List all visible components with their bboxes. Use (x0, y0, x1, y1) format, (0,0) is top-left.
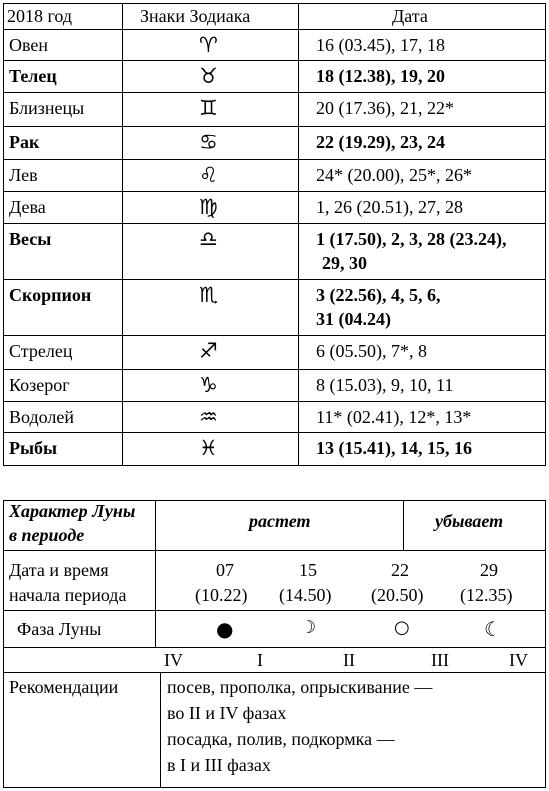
recommend-line: во II и IV фазах (167, 703, 287, 723)
zodiac-dates-cont: 31 (04.24) (316, 309, 391, 329)
zodiac-sign-icon: ♉ (199, 64, 218, 88)
phase-number: I (257, 650, 263, 670)
period-time: (10.22) (195, 585, 248, 605)
period-day: 15 (299, 560, 317, 580)
period-day: 07 (216, 560, 234, 580)
zodiac-name: Стрелец (9, 341, 73, 361)
phase-number: II (343, 650, 355, 670)
zodiac-dates: 22 (19.29), 23, 24 (316, 132, 445, 152)
period-time: (12.35) (460, 585, 513, 605)
table-border-bottom (3, 787, 546, 788)
moon-table (3, 500, 546, 788)
zodiac-dates: 18 (12.38), 19, 20 (316, 66, 445, 86)
row-divider (3, 610, 546, 611)
date-label-line2: начала периода (9, 585, 127, 605)
zodiac-name: Скорпион (9, 285, 92, 305)
zodiac-name: Водолей (9, 407, 75, 427)
zodiac-name: Рыбы (9, 438, 58, 458)
table-row (3, 159, 546, 192)
header-signs: Знаки Зодиака (140, 6, 251, 26)
table-row (3, 279, 546, 336)
table-row (3, 60, 546, 93)
new-moon-icon: ● (216, 617, 234, 641)
header-row (3, 3, 546, 30)
col-divider (155, 500, 156, 647)
zodiac-name: Телец (9, 66, 57, 86)
table-row (3, 126, 546, 160)
header-year: 2018 год (7, 6, 73, 26)
zodiac-sign-icon: ♈ (199, 33, 218, 57)
zodiac-sign-icon: ♒ (199, 405, 218, 429)
table-border-left (3, 500, 4, 788)
zodiac-table (3, 3, 546, 465)
phase-number: IV (509, 650, 528, 670)
zodiac-dates: 1, 26 (20.51), 27, 28 (316, 197, 463, 217)
zodiac-dates-cont: 29, 30 (322, 253, 367, 273)
last-quarter-moon-icon: ☾ (484, 617, 502, 641)
col-divider (160, 672, 161, 787)
zodiac-name: Овен (9, 35, 49, 55)
zodiac-sign-icon: ♍ (199, 195, 218, 219)
phase-number: IV (164, 650, 183, 670)
zodiac-name: Рак (9, 132, 40, 152)
zodiac-sign-icon: ♓ (199, 436, 218, 460)
table-row (3, 335, 546, 370)
zodiac-sign-icon: ♌ (199, 163, 218, 187)
zodiac-sign-icon: ♐ (199, 339, 218, 363)
zodiac-dates: 1 (17.50), 2, 3, 28 (23.24), (316, 229, 507, 249)
table-row (3, 369, 546, 402)
recommend-line: в I и III фазах (167, 755, 271, 775)
zodiac-name: Дева (9, 197, 46, 217)
recommend-line: посадка, полив, подкормка — (167, 729, 395, 749)
zodiac-sign-icon: ♎ (199, 227, 218, 251)
recommend-label: Рекомендации (9, 677, 119, 697)
table-row (3, 92, 546, 127)
character-label-line2: в периоде (9, 525, 85, 545)
zodiac-dates: 13 (15.41), 14, 15, 16 (316, 438, 472, 458)
zodiac-name: Козерог (9, 375, 70, 395)
zodiac-dates: 16 (03.45), 17, 18 (316, 35, 445, 55)
zodiac-sign-icon: ♊ (199, 96, 218, 120)
waning-label: убывает (435, 511, 504, 531)
period-time: (14.50) (279, 585, 332, 605)
row-divider (3, 550, 546, 551)
header-date: Дата (392, 6, 428, 26)
table-row (3, 191, 546, 224)
table-row (3, 223, 546, 280)
date-label-line1: Дата и время (9, 560, 109, 580)
zodiac-sign-icon: ♏ (199, 283, 218, 307)
zodiac-dates: 8 (15.03), 9, 10, 11 (316, 375, 454, 395)
zodiac-name: Близнецы (9, 98, 85, 118)
row-divider (3, 672, 546, 673)
period-day: 22 (391, 560, 409, 580)
full-moon-icon: ○ (394, 617, 410, 638)
period-time: (20.50) (371, 585, 424, 605)
first-quarter-moon-icon: ☽ (300, 617, 317, 638)
phase-label: Фаза Луны (17, 619, 102, 639)
zodiac-dates: 3 (22.56), 4, 5, 6, (316, 285, 441, 305)
zodiac-dates: 6 (05.50), 7*, 8 (316, 341, 427, 361)
table-row (3, 401, 546, 433)
row-divider (3, 647, 546, 648)
table-border-right (545, 500, 546, 788)
phase-number: III (431, 650, 449, 670)
zodiac-name: Весы (9, 229, 52, 249)
col-divider (403, 500, 404, 550)
zodiac-dates: 24* (20.00), 25*, 26* (316, 165, 472, 185)
table-row (3, 432, 546, 466)
zodiac-dates: 11* (02.41), 12*, 13* (316, 407, 472, 427)
table-row (3, 29, 546, 61)
growing-label: растет (249, 511, 311, 531)
character-label-line1: Характер Луны (9, 501, 136, 521)
zodiac-sign-icon: ♋ (199, 130, 218, 154)
zodiac-sign-icon: ♑ (199, 373, 218, 397)
zodiac-name: Лев (9, 165, 38, 185)
period-day: 29 (480, 560, 498, 580)
recommend-line: посев, прополка, опрыскивание — (167, 677, 433, 697)
zodiac-dates: 20 (17.36), 21, 22* (316, 98, 454, 118)
